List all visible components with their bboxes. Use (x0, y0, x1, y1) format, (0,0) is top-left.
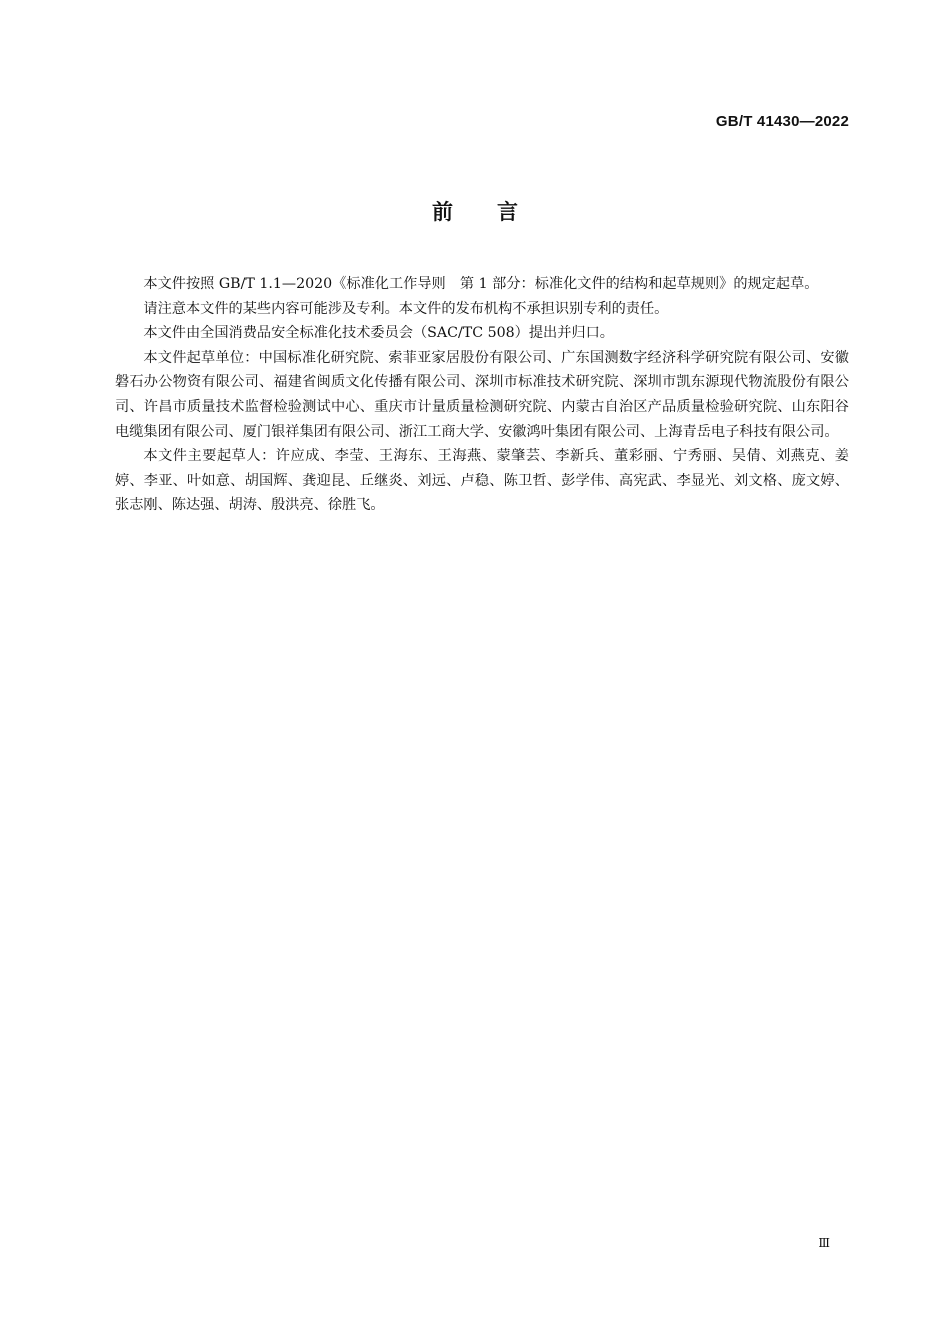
paragraph-drafting-rules: 本文件按照 GB/T 1.1—2020《标准化工作导则 第 1 部分：标准化文件的结构和起草规则》的规定起草。 (143, 276, 819, 292)
paragraph-drafters: 本文件主要起草人：许应成、李莹、王海东、王海燕、蒙肇芸、李新兵、董彩丽、宁秀丽、吴倩、刘燕克、姜婷、李亚、叶如意、胡国辉、龚迎昆、丘继炎、刘远、卢稳、陈卫哲、彭学伟、高宪武、李显光、刘文格、庞文婷、张志刚、陈达强、胡涛、殷洪亮、徐胜飞。 (115, 448, 849, 514)
paragraph-proposer: 本文件由全国消费品安全标准化技术委员会（SAC/TC 508）提出并归口。 (143, 325, 614, 342)
paragraph-drafting-units: 本文件起草单位：中国标准化研究院、索菲亚家居股份有限公司、广东国测数字经济科学研究院有限公司、安徽磐石办公物资有限公司、福建省闽质文化传播有限公司、深圳市标准技术研究院、深圳市凯东源现代物流股份有限公司、许昌市质量技术监督检验测试中心、重庆市计量质量检测研究院、内蒙古自治区产品质量检验研究院、山东阳谷电缆集团有限公司、厦门银祥集团有限公司、浙江工商大学、安徽鸿叶集团有限公司、上海青岳电子科技有限公司。 (115, 349, 849, 440)
page-title: 前言 (432, 200, 562, 224)
paragraph-patent-notice: 请注意本文件的某些内容可能涉及专利。本文件的发布机构不承担识别专利的责任。 (143, 300, 669, 317)
foreword-body (115, 272, 849, 518)
page-number: Ⅲ (818, 1236, 830, 1250)
standard-number: GB/T 41430—2022 (715, 113, 849, 130)
